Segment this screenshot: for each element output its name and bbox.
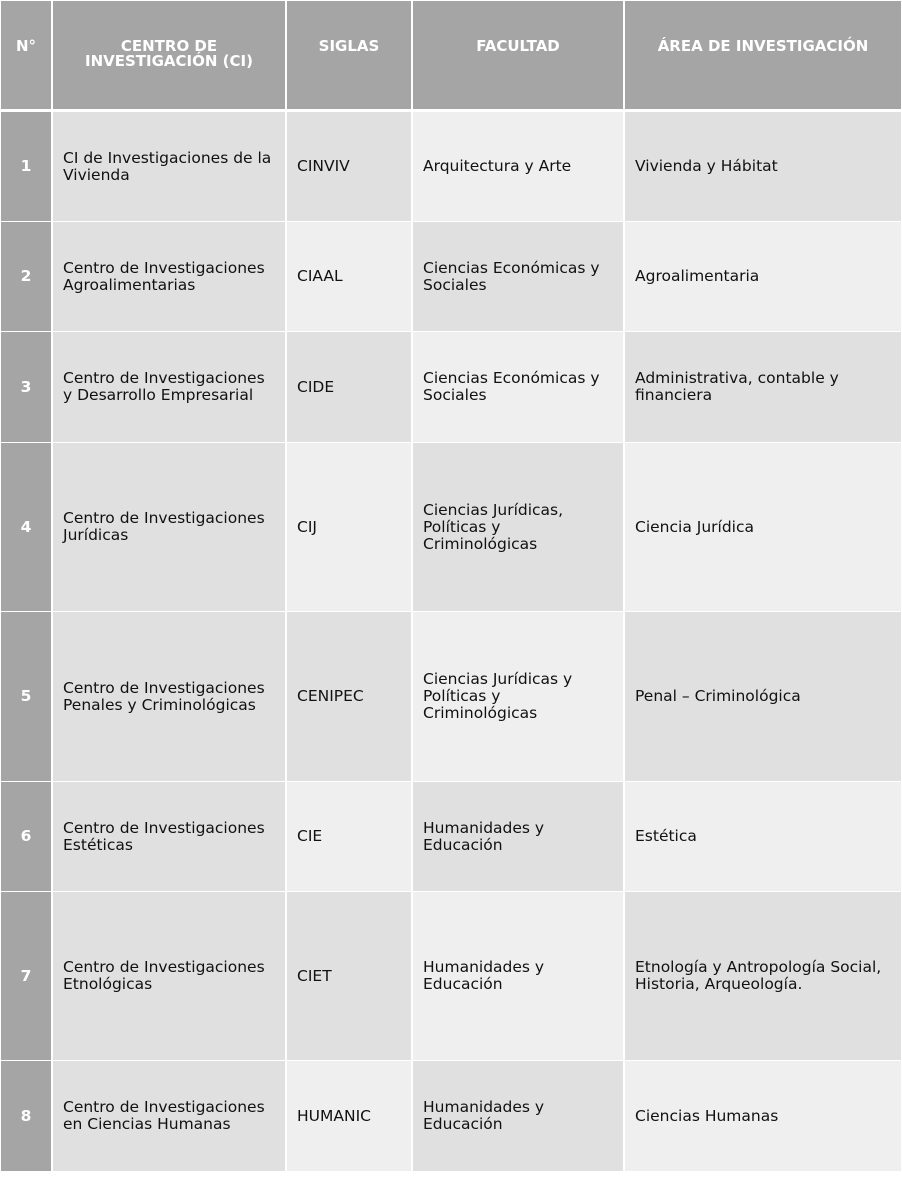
cell-facultad: Humanidades y Educación <box>413 782 623 891</box>
header-row <box>1 1 901 109</box>
row-number: 8 <box>1 1061 51 1171</box>
cell-facultad: Ciencias Económicas y Sociales <box>413 332 623 442</box>
cell-centro: Centro de Investigaciones y Desarrollo Empresarial <box>53 332 285 442</box>
cell-facultad: Ciencias Económicas y Sociales <box>413 222 623 331</box>
cell-centro: Centro de Investigaciones Penales y Criminológicas <box>53 612 285 781</box>
cell-siglas: HUMANIC <box>287 1061 411 1171</box>
cell-area: Ciencias Humanas <box>625 1061 901 1171</box>
cell-area: Estética <box>625 782 901 891</box>
cell-centro: Centro de Investigaciones en Ciencias Humanas <box>53 1061 285 1171</box>
header-siglas: SIGLAS <box>287 1 411 109</box>
cell-siglas: CIAAL <box>287 222 411 331</box>
row-number: 3 <box>1 332 51 442</box>
table-row <box>1 1061 901 1171</box>
cell-facultad: Humanidades y Educación <box>413 1061 623 1171</box>
table-row <box>1 112 901 221</box>
table-row <box>1 612 901 781</box>
cell-siglas: CENIPEC <box>287 612 411 781</box>
cell-area: Etnología y Antropología Social, Historia, Arqueología. <box>625 892 901 1060</box>
cell-facultad: Ciencias Jurídicas, Políticas y Criminológicas <box>413 443 623 611</box>
cell-facultad: Ciencias Jurídicas y Políticas y Criminológicas <box>413 612 623 781</box>
header-centro: CENTRO DE INVESTIGACIÓN (CI) <box>53 1 285 109</box>
cell-area: Administrativa, contable y financiera <box>625 332 901 442</box>
row-number: 1 <box>1 112 51 221</box>
cell-centro: Centro de Investigaciones Agroalimentarias <box>53 222 285 331</box>
row-number: 5 <box>1 612 51 781</box>
cell-centro: Centro de Investigaciones Etnológicas <box>53 892 285 1060</box>
row-number: 4 <box>1 443 51 611</box>
cell-area: Vivienda y Hábitat <box>625 112 901 221</box>
cell-siglas: CINVIV <box>287 112 411 221</box>
header-facultad: FACULTAD <box>413 1 623 109</box>
table-row <box>1 443 901 611</box>
cell-siglas: CIE <box>287 782 411 891</box>
header-area: ÁREA DE INVESTIGACIÓN <box>625 1 901 109</box>
cell-area: Ciencia Jurídica <box>625 443 901 611</box>
cell-siglas: CIJ <box>287 443 411 611</box>
cell-area: Agroalimentaria <box>625 222 901 331</box>
table-row <box>1 332 901 442</box>
cell-centro: Centro de Investigaciones Jurídicas <box>53 443 285 611</box>
header-number: N° <box>1 1 51 109</box>
row-number: 7 <box>1 892 51 1060</box>
cell-centro: CI de Investigaciones de la Vivienda <box>53 112 285 221</box>
cell-facultad: Arquitectura y Arte <box>413 112 623 221</box>
cell-siglas: CIET <box>287 892 411 1060</box>
row-number: 6 <box>1 782 51 891</box>
cell-centro: Centro de Investigaciones Estéticas <box>53 782 285 891</box>
cell-siglas: CIDE <box>287 332 411 442</box>
table-row <box>1 892 901 1060</box>
row-number: 2 <box>1 222 51 331</box>
table-row <box>1 222 901 331</box>
cell-area: Penal – Criminológica <box>625 612 901 781</box>
table-row <box>1 782 901 891</box>
cell-facultad: Humanidades y Educación <box>413 892 623 1060</box>
